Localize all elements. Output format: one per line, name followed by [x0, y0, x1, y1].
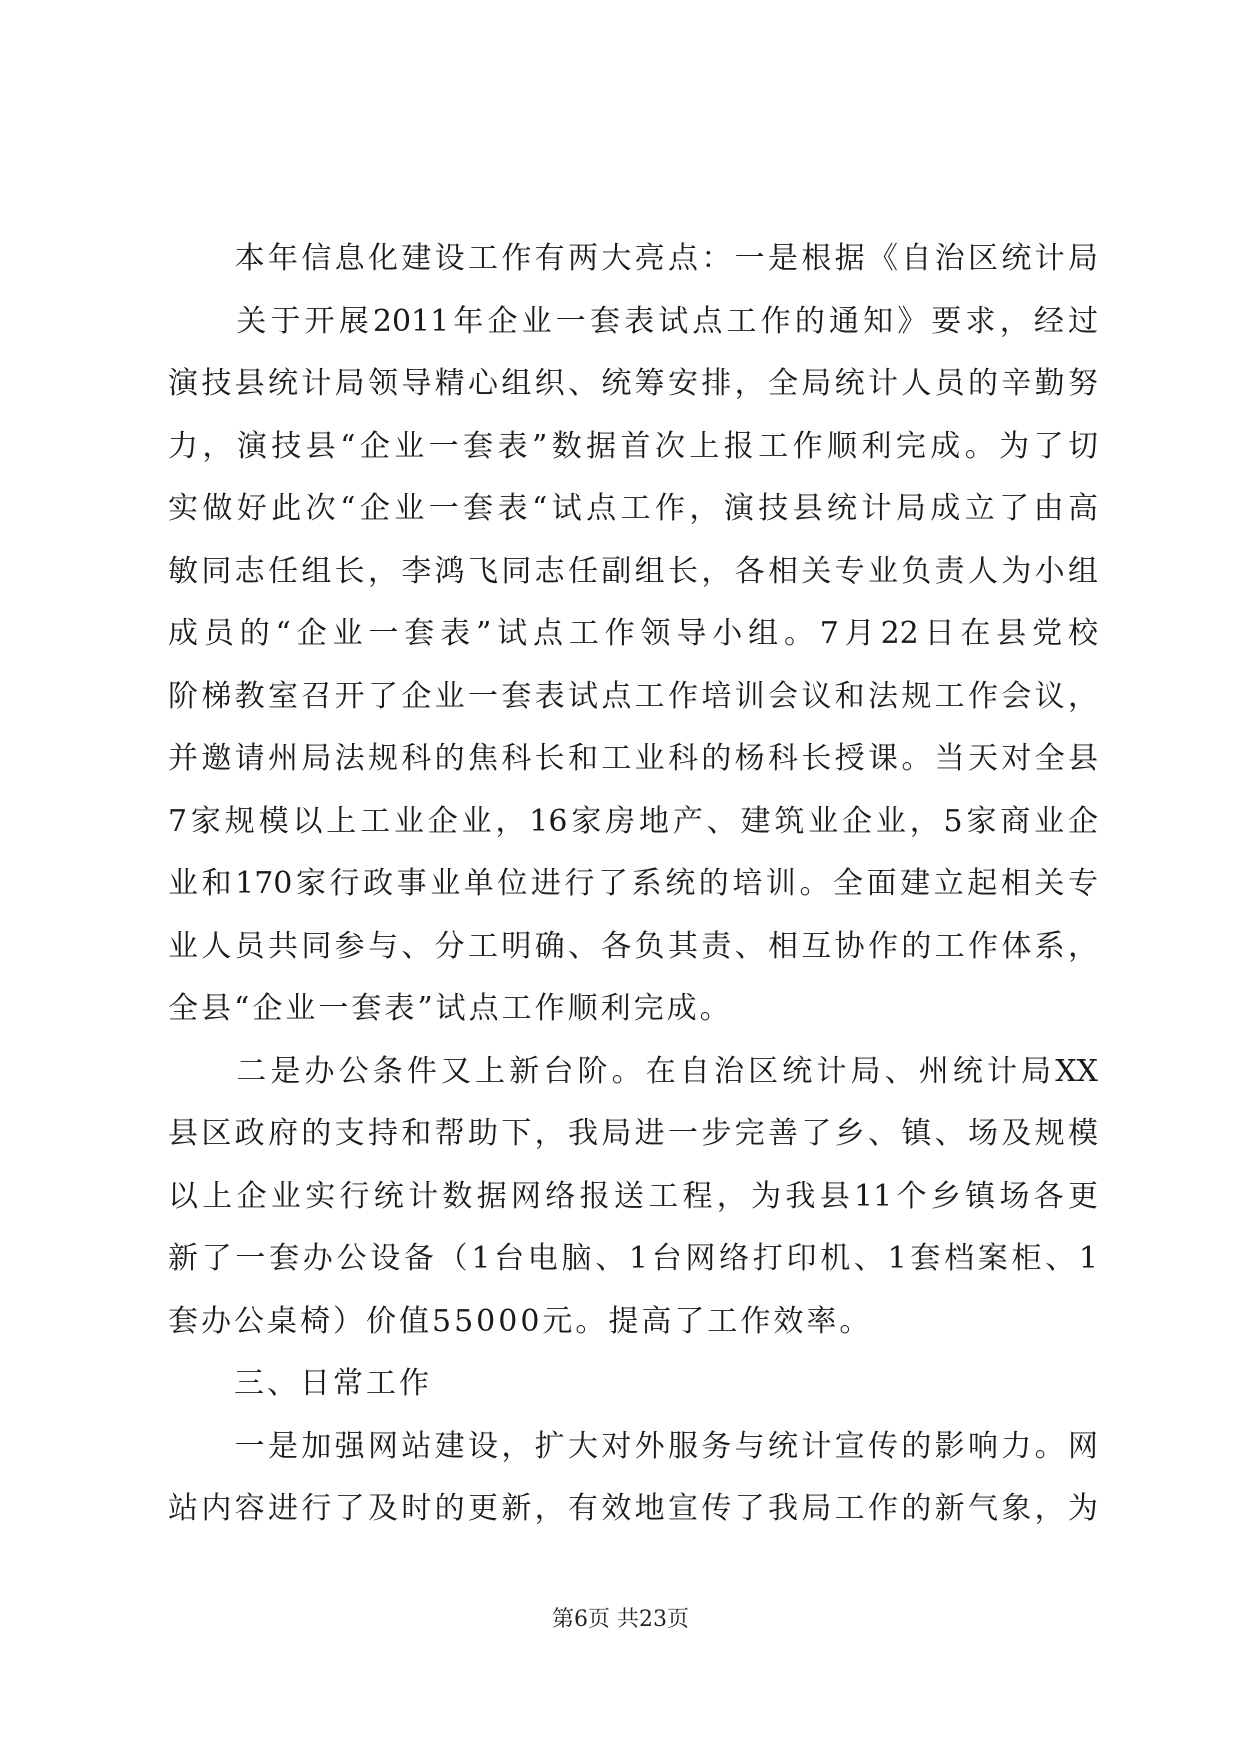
text-line: 实做好此次“企业一套表“试点工作，演技县统计局成立了由高: [168, 491, 1098, 526]
text-line: 关于开展2011年企业一套表试点工作的通知》要求，经过: [168, 303, 1098, 339]
text-line: 演技县统计局领导精心组织、统筹安排，全局统计人员的辛勤努: [168, 366, 1098, 401]
text-line: 新了一套办公设备（1台电脑、1台网络打印机、1套档案柜、1: [168, 1241, 1098, 1276]
text-line: 二是办公条件又上新台阶。在自治区统计局、州统计局XX: [168, 1053, 1098, 1089]
text-line: 业和170家行政事业单位进行了系统的培训。全面建立起相关专: [168, 866, 1098, 901]
text-line: 敏同志任组长，李鸿飞同志任副组长，各相关专业负责人为小组: [168, 553, 1098, 589]
text-line: 三、日常工作: [168, 1366, 432, 1401]
text-line: 业人员共同参与、分工明确、各负其责、相互协作的工作体系，: [168, 928, 1098, 964]
body-text: [168, 228, 1098, 1541]
text-line: 以上企业实行统计数据网络报送工程，为我县11个乡镇场各更: [168, 1178, 1098, 1214]
text-line: 站内容进行了及时的更新，有效地宣传了我局工作的新气象，为: [168, 1491, 1098, 1526]
text-line: 套办公桌椅）价值55000元。提高了工作效率。: [168, 1303, 873, 1339]
text-line: 一是加强网站建设，扩大对外服务与统计宣传的影响力。网: [168, 1428, 1098, 1464]
text-line: 全县“企业一套表”试点工作顺利完成。: [168, 991, 733, 1026]
text-line: 7家规模以上工业企业，16家房地产、建筑业企业，5家商业企: [168, 803, 1098, 839]
page-footer: 第6页 共23页: [552, 1607, 689, 1632]
text-line: 县区政府的支持和帮助下，我局进一步完善了乡、镇、场及规模: [168, 1116, 1098, 1151]
text-line: 力，演技县“企业一套表”数据首次上报工作顺利完成。为了切: [168, 428, 1098, 464]
text-line: 成员的“企业一套表”试点工作领导小组。7月22日在县党校: [168, 616, 1098, 651]
text-line: 阶梯教室召开了企业一套表试点工作培训会议和法规工作会议，: [168, 678, 1098, 714]
text-line: 并邀请州局法规科的焦科长和工业科的杨科长授课。当天对全县: [168, 741, 1098, 776]
text-line: 本年信息化建设工作有两大亮点：一是根据《自治区统计局: [168, 241, 1098, 276]
